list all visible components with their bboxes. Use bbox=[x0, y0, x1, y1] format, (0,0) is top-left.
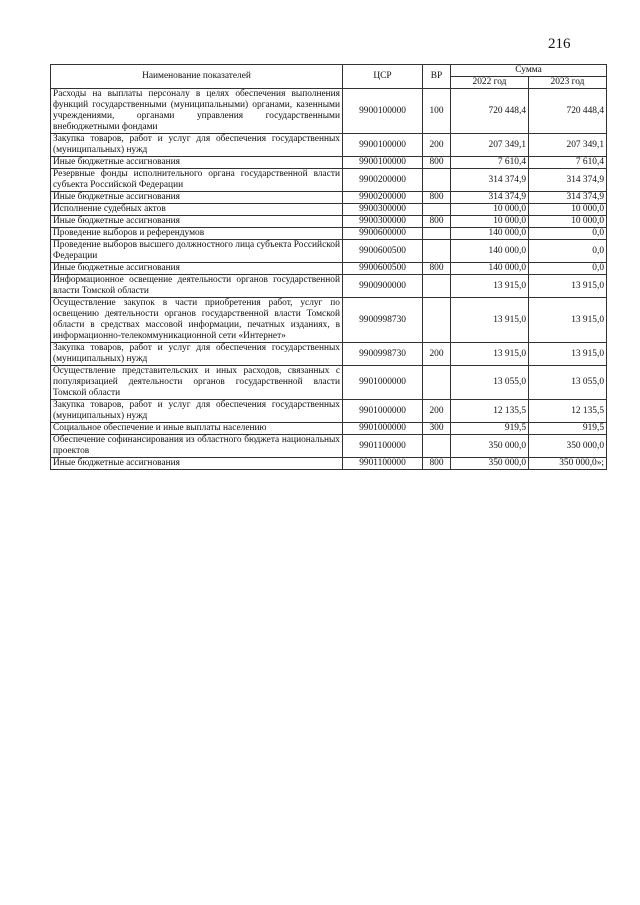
cell-y2: 10 000,0 bbox=[529, 204, 607, 216]
cell-csr: 9900600500 bbox=[343, 240, 423, 263]
cell-csr: 9900100000 bbox=[343, 134, 423, 157]
cell-name: Социальное обеспечение и иные выплаты населению bbox=[51, 423, 343, 435]
cell-y2: 13 055,0 bbox=[529, 366, 607, 400]
cell-y1: 314 374,9 bbox=[451, 192, 529, 204]
table-row bbox=[51, 275, 607, 298]
header-vr: ВР bbox=[423, 65, 451, 89]
cell-y1: 350 000,0 bbox=[451, 435, 529, 458]
cell-name: Проведение выборов высшего должностного лица субъекта Российской Федерации bbox=[51, 240, 343, 263]
cell-vr bbox=[423, 298, 451, 343]
cell-y1: 919,5 bbox=[451, 423, 529, 435]
cell-vr: 200 bbox=[423, 400, 451, 423]
cell-y2: 12 135,5 bbox=[529, 400, 607, 423]
cell-csr: 9900100000 bbox=[343, 157, 423, 169]
cell-y1: 140 000,0 bbox=[451, 228, 529, 240]
cell-y2: 919,5 bbox=[529, 423, 607, 435]
cell-vr: 800 bbox=[423, 216, 451, 228]
cell-y2: 350 000,0»; bbox=[529, 458, 607, 470]
cell-vr: 800 bbox=[423, 192, 451, 204]
table-row bbox=[51, 458, 607, 470]
header-sum: Сумма bbox=[451, 65, 607, 77]
cell-y1: 10 000,0 bbox=[451, 216, 529, 228]
cell-y1: 207 349,1 bbox=[451, 134, 529, 157]
cell-vr bbox=[423, 169, 451, 192]
cell-y1: 350 000,0 bbox=[451, 458, 529, 470]
cell-y1: 12 135,5 bbox=[451, 400, 529, 423]
cell-name: Закупка товаров, работ и услуг для обеспечения государственных (муниципальных) нужд bbox=[51, 134, 343, 157]
cell-y1: 13 055,0 bbox=[451, 366, 529, 400]
cell-y1: 140 000,0 bbox=[451, 240, 529, 263]
cell-csr: 9901100000 bbox=[343, 435, 423, 458]
cell-csr: 9901000000 bbox=[343, 366, 423, 400]
header-year-2023: 2023 год bbox=[529, 77, 607, 89]
cell-y1: 140 000,0 bbox=[451, 263, 529, 275]
cell-name: Проведение выборов и референдумов bbox=[51, 228, 343, 240]
cell-csr: 9901100000 bbox=[343, 458, 423, 470]
cell-name: Закупка товаров, работ и услуг для обеспечения государственных (муниципальных) нужд bbox=[51, 343, 343, 366]
cell-y2: 0,0 bbox=[529, 240, 607, 263]
cell-vr: 200 bbox=[423, 343, 451, 366]
cell-y1: 13 915,0 bbox=[451, 275, 529, 298]
cell-y2: 314 374,9 bbox=[529, 192, 607, 204]
cell-y2: 13 915,0 bbox=[529, 275, 607, 298]
cell-csr: 9900300000 bbox=[343, 204, 423, 216]
table-row bbox=[51, 216, 607, 228]
cell-name: Резервные фонды исполнительного органа государственной власти субъекта Российской Федерации bbox=[51, 169, 343, 192]
cell-csr: 9900600000 bbox=[343, 228, 423, 240]
table-row bbox=[51, 400, 607, 423]
cell-csr: 9900900000 bbox=[343, 275, 423, 298]
header-name: Наименование показателей bbox=[51, 65, 343, 89]
cell-name: Расходы на выплаты персоналу в целях обеспечения выполнения функций государственными (муниципальными) органами, казенными учреждениями, органами управления государственными внебюджетными фондами bbox=[51, 89, 343, 134]
cell-name: Иные бюджетные ассигнования bbox=[51, 192, 343, 204]
table-row bbox=[51, 343, 607, 366]
table-row bbox=[51, 435, 607, 458]
cell-vr: 800 bbox=[423, 157, 451, 169]
cell-vr bbox=[423, 228, 451, 240]
cell-y2: 0,0 bbox=[529, 228, 607, 240]
cell-vr: 100 bbox=[423, 89, 451, 134]
cell-csr: 9900100000 bbox=[343, 89, 423, 134]
cell-y2: 13 915,0 bbox=[529, 298, 607, 343]
cell-y2: 720 448,4 bbox=[529, 89, 607, 134]
cell-vr bbox=[423, 435, 451, 458]
cell-csr: 9900998730 bbox=[343, 298, 423, 343]
table-row bbox=[51, 240, 607, 263]
table-body bbox=[51, 89, 607, 470]
table-row bbox=[51, 169, 607, 192]
cell-y1: 10 000,0 bbox=[451, 204, 529, 216]
table-row bbox=[51, 134, 607, 157]
cell-y1: 13 915,0 bbox=[451, 343, 529, 366]
cell-name: Иные бюджетные ассигнования bbox=[51, 458, 343, 470]
cell-y2: 7 610,4 bbox=[529, 157, 607, 169]
cell-name: Иные бюджетные ассигнования bbox=[51, 263, 343, 275]
page-number: 216 bbox=[548, 36, 571, 52]
cell-y2: 10 000,0 bbox=[529, 216, 607, 228]
cell-y2: 314 374,9 bbox=[529, 169, 607, 192]
cell-name: Осуществление закупок в части приобретения работ, услуг по освещению деятельности органов государственной власти Томской области в средствах массовой информации, печатных изданиях, в информационно-телекоммуникационной сети «Интернет» bbox=[51, 298, 343, 343]
header-year-2022: 2022 год bbox=[451, 77, 529, 89]
table-row bbox=[51, 366, 607, 400]
cell-csr: 9900300000 bbox=[343, 216, 423, 228]
table-row bbox=[51, 192, 607, 204]
cell-name: Иные бюджетные ассигнования bbox=[51, 157, 343, 169]
cell-y2: 0,0 bbox=[529, 263, 607, 275]
cell-name: Закупка товаров, работ и услуг для обеспечения государственных (муниципальных) нужд bbox=[51, 400, 343, 423]
cell-vr: 300 bbox=[423, 423, 451, 435]
cell-vr bbox=[423, 366, 451, 400]
cell-vr: 800 bbox=[423, 458, 451, 470]
cell-y1: 720 448,4 bbox=[451, 89, 529, 134]
table-row bbox=[51, 228, 607, 240]
table-row bbox=[51, 423, 607, 435]
cell-csr: 9900600500 bbox=[343, 263, 423, 275]
cell-y1: 7 610,4 bbox=[451, 157, 529, 169]
cell-y2: 350 000,0 bbox=[529, 435, 607, 458]
table-row bbox=[51, 263, 607, 275]
cell-name: Обеспечение софинансирования из областного бюджета национальных проектов bbox=[51, 435, 343, 458]
cell-csr: 9900200000 bbox=[343, 169, 423, 192]
cell-csr: 9900998730 bbox=[343, 343, 423, 366]
cell-vr bbox=[423, 240, 451, 263]
table-row bbox=[51, 204, 607, 216]
cell-name: Иные бюджетные ассигнования bbox=[51, 216, 343, 228]
table-row bbox=[51, 298, 607, 343]
cell-vr: 200 bbox=[423, 134, 451, 157]
cell-y2: 207 349,1 bbox=[529, 134, 607, 157]
cell-y2: 13 915,0 bbox=[529, 343, 607, 366]
cell-csr: 9900200000 bbox=[343, 192, 423, 204]
table-row bbox=[51, 89, 607, 134]
cell-name: Исполнение судебных актов bbox=[51, 204, 343, 216]
cell-y1: 314 374,9 bbox=[451, 169, 529, 192]
cell-vr bbox=[423, 275, 451, 298]
budget-table bbox=[50, 64, 607, 470]
cell-name: Информационное освещение деятельности органов государственной власти Томской области bbox=[51, 275, 343, 298]
cell-y1: 13 915,0 bbox=[451, 298, 529, 343]
cell-csr: 9901000000 bbox=[343, 423, 423, 435]
cell-name: Осуществление представительских и иных расходов, связанных с популяризацией деятельности органов государственной власти Томской области bbox=[51, 366, 343, 400]
table-header bbox=[51, 65, 607, 89]
table-row bbox=[51, 157, 607, 169]
cell-vr: 800 bbox=[423, 263, 451, 275]
header-csr: ЦСР bbox=[343, 65, 423, 89]
cell-vr bbox=[423, 204, 451, 216]
cell-csr: 9901000000 bbox=[343, 400, 423, 423]
